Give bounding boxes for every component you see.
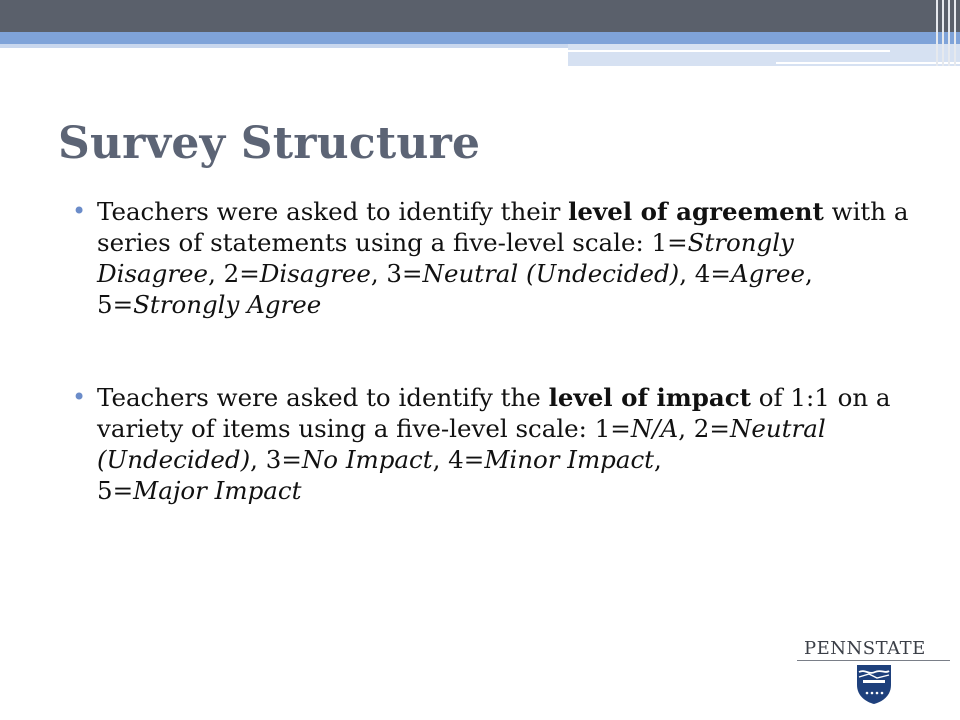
bullet-icon: • <box>72 383 87 411</box>
header-corner-lines <box>932 0 960 66</box>
bullet-text: of 1:1 on a variety of items using a five-level scale: 1= <box>97 383 891 443</box>
bullet-text: Teachers were asked to identify the <box>97 383 549 412</box>
scale-sep: , 5= <box>97 259 813 319</box>
scale-sep: , 4= <box>679 259 731 288</box>
penn-state-logo <box>797 632 950 710</box>
scale-label: Neutral (Undecided) <box>97 414 826 474</box>
scale-label: Agree <box>730 259 805 288</box>
bullet-item-agreement <box>72 196 912 320</box>
bullet-icon: • <box>72 197 87 225</box>
bullet-list <box>72 196 912 568</box>
scale-label: Minor Impact <box>484 445 655 474</box>
scale-sep: , 3= <box>370 259 423 288</box>
scale-sep: 5= <box>97 476 134 505</box>
scale-label: Disagree <box>259 259 371 288</box>
logo-wordmark: PENNSTATE <box>804 638 926 659</box>
header-stripe-light <box>0 44 570 48</box>
bullet-item-impact <box>72 382 912 506</box>
penn-state-shield-icon <box>855 663 893 705</box>
slide-title: Survey Structure <box>58 118 481 169</box>
bullet-text: Teachers were asked to identify their <box>97 197 569 226</box>
header-banner <box>0 0 960 32</box>
bullet-emphasis: level of agreement <box>568 197 824 226</box>
scale-label: Neutral (Undecided) <box>422 259 680 288</box>
scale-label: N/A <box>630 414 679 443</box>
scale-sep: , <box>654 445 662 474</box>
scale-sep: , 4= <box>432 445 485 474</box>
scale-sep: , 2= <box>678 414 730 443</box>
scale-sep: , 2= <box>208 259 260 288</box>
logo-rule <box>797 660 950 661</box>
scale-label: Strongly Agree <box>133 290 322 319</box>
scale-label: Major Impact <box>133 476 302 505</box>
scale-label: No Impact <box>301 445 433 474</box>
header-divider-line <box>568 50 890 52</box>
bullet-emphasis: level of impact <box>548 383 751 412</box>
bullet-text: with a series of statements using a five-level scale: 1= <box>97 197 909 257</box>
header-stripe <box>0 32 960 44</box>
scale-label: Strongly Disagree <box>97 228 794 288</box>
scale-sep: , 3= <box>250 445 302 474</box>
